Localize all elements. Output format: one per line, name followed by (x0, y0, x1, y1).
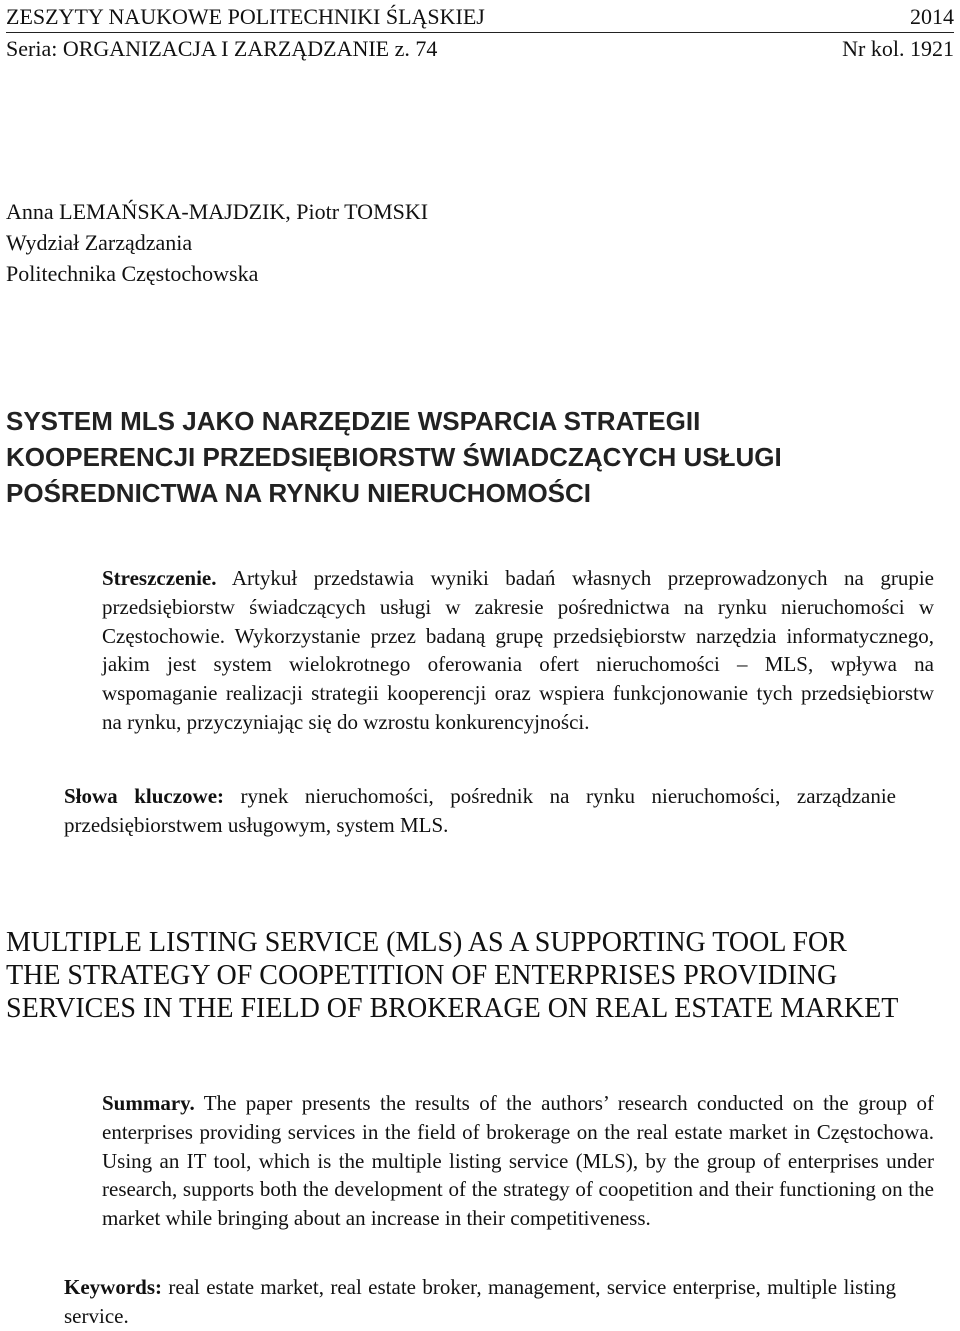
keywords-polish-text: rynek nieruchomości, pośrednik na rynku nieruchomości, zarządzanie przedsiębiorstwem usługowym, system MLS. (64, 784, 896, 837)
journal-year: 2014 (910, 4, 954, 29)
issue-number: Nr kol. 1921 (842, 36, 954, 61)
abstract-english (64, 1089, 934, 1233)
title-english-line: MULTIPLE LISTING SERVICE (MLS) AS A SUPPORTING TOOL FOR (6, 927, 847, 958)
abstract-english-label: Summary. (102, 1091, 195, 1115)
header-rule (6, 32, 954, 33)
journal-name: ZESZYTY NAUKOWE POLITECHNIKI ŚLĄSKIEJ (6, 4, 485, 29)
abstract-english-text: The paper presents the results of the authors’ research conducted on the group of enterprises providing services in the field of brokerage on the real estate market in Częstochowa. Using an IT tool, which is the multiple listing service (MLS), by the group of enterprises under research, supports both the development of the strategy of coopetition and their functioning on the market while bringing about an increase in their competitiveness. (102, 1091, 934, 1231)
author-names: Anna LEMAŃSKA-MAJDZIK, Piotr TOMSKI (6, 199, 429, 224)
abstract-polish-label: Streszczenie. (102, 566, 217, 590)
keywords-english-label: Keywords: (64, 1275, 162, 1299)
title-english-line: THE STRATEGY OF COOPETITION OF ENTERPRISES PROVIDING (6, 960, 838, 991)
abstract-polish-text: Artykuł przedstawia wyniki badań własnych przeprowadzonych na grupie przedsiębiorstw świadczących usługi w zakresie pośrednictwa na rynku nieruchomości w Częstochowie. Wykorzystanie przez badaną grupę przedsiębiorstw narzędzia informatycznego, jakim jest system wielokrotnego oferowania ofert nieruchomości – MLS, wpływa na wspomaganie realizacji strategii kooperencji oraz wspiera funkcjonowanie tych przedsiębiorstw na rynku, przyczyniając się do wzrostu konkurencyjności. (102, 566, 934, 734)
title-polish-line: KOOPERENCJI PRZEDSIĘBIORSTW ŚWIADCZĄCYCH USŁUGI (6, 442, 782, 472)
title-english (6, 926, 958, 1025)
keywords-english (64, 1273, 896, 1331)
keywords-english-text: real estate market, real estate broker, management, service enterprise, multiple listing service. (64, 1275, 896, 1328)
title-english-line: SERVICES IN THE FIELD OF BROKERAGE ON REAL ESTATE MARKET (6, 993, 899, 1024)
keywords-polish (64, 782, 896, 840)
abstract-polish (64, 564, 934, 737)
author-university: Politechnika Częstochowska (6, 261, 259, 286)
title-polish-line: POŚREDNICTWA NA RYNKU NIERUCHOMOŚCI (6, 478, 592, 508)
title-polish (6, 403, 956, 511)
keywords-polish-label: Słowa kluczowe: (64, 784, 225, 808)
author-faculty: Wydział Zarządzania (6, 230, 193, 255)
title-polish-line: SYSTEM MLS JAKO NARZĘDZIE WSPARCIA STRATEGII (6, 406, 701, 436)
author-block (6, 196, 428, 289)
series-name: Seria: ORGANIZACJA I ZARZĄDZANIE z. 74 (6, 36, 438, 61)
